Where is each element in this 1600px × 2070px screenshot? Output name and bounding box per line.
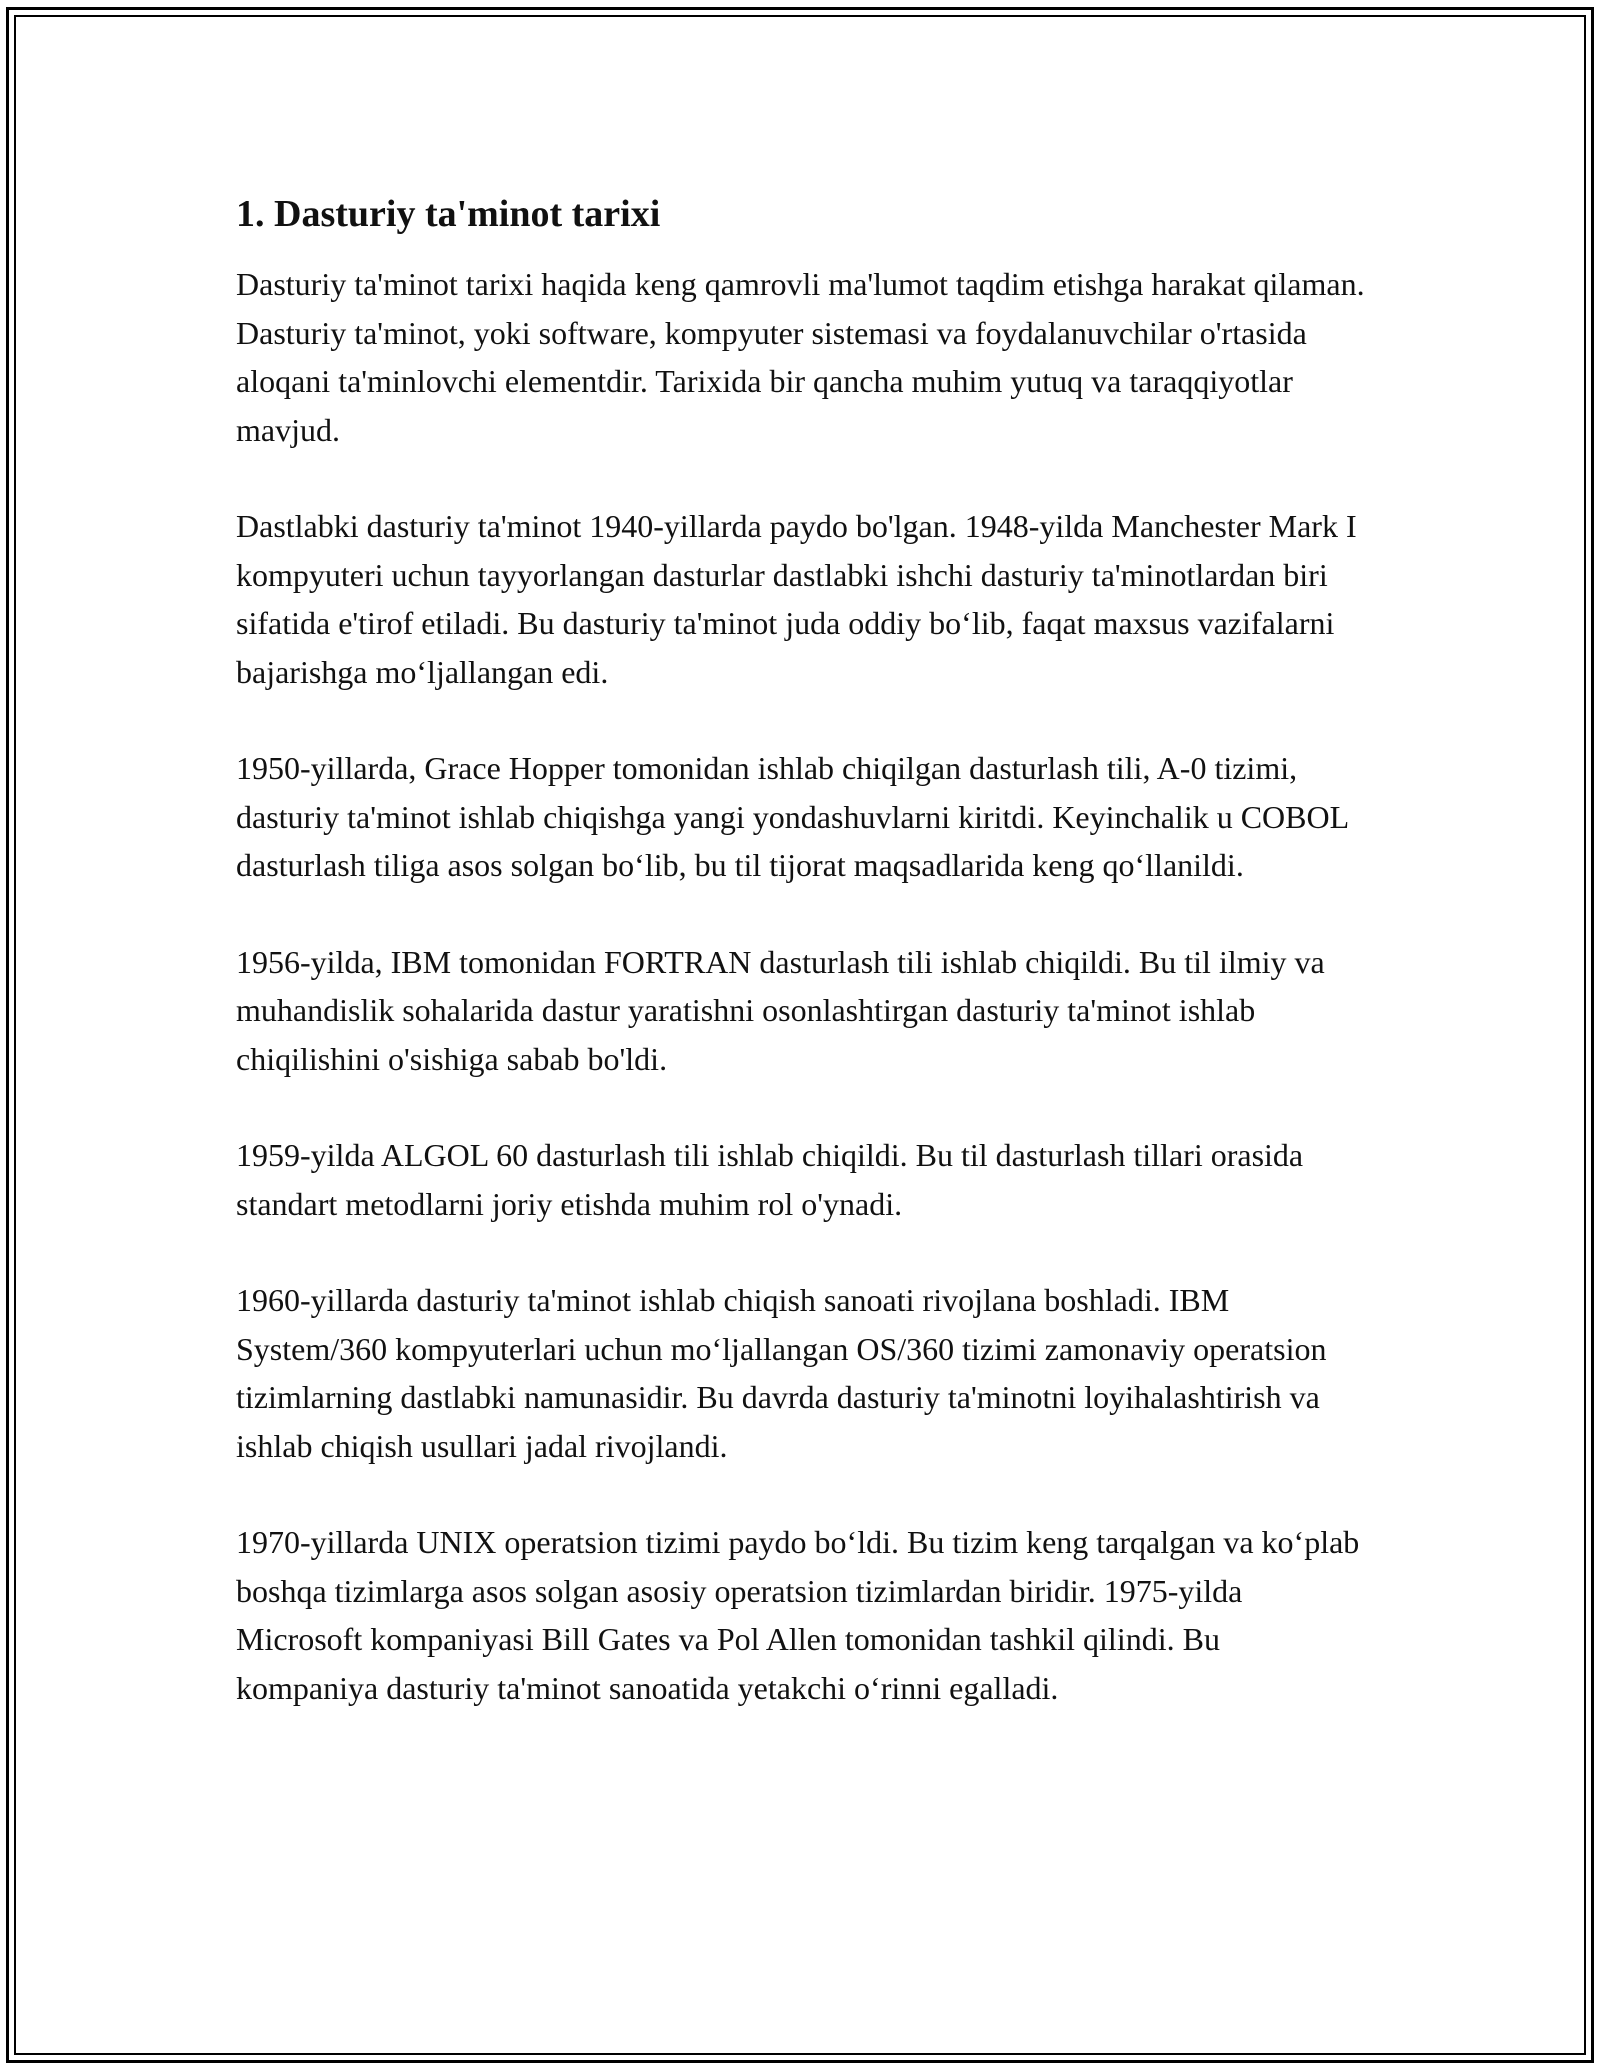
document-body <box>236 188 1366 1760</box>
paragraph-1950s: 1950-yillarda, Grace Hopper tomonidan ishlab chiqilgan dasturlash tili, A-0 tizimi, dasturiy ta'minot ishlab chiqishga yangi yondashuvlarni kiritdi. Keyinchalik u COBOL dasturlash tiliga asos solgan bo‘lib, bu til tijorat maqsadlarida keng qo‘llanildi. <box>236 750 1348 883</box>
section-heading: 1. Dasturiy ta'minot tarixi <box>236 193 661 235</box>
paragraph-1940s: Dastlabki dasturiy ta'minot 1940-yillarda paydo bo'lgan. 1948-yilda Manchester Mark I kompyuteri uchun tayyorlangan dasturlar dastlabki ishchi dasturiy ta'minotlardan biri sifatida e'tirof etiladi. Bu dasturiy ta'minot juda oddiy bo‘lib, faqat maxsus vazifalarni bajarishga mo‘ljallangan edi. <box>236 508 1357 690</box>
paragraph-1960s: 1960-yillarda dasturiy ta'minot ishlab chiqish sanoati rivojlana boshladi. IBM System/360 kompyuterlari uchun mo‘ljallangan OS/360 tizimi zamonaviy operatsion tizimlarning dastlabki namunasidir. Bu davrda dasturiy ta'minotni loyihalashtirish va ishlab chiqish usullari jadal rivojlandi. <box>236 1282 1327 1464</box>
paragraph-1959: 1959-yilda ALGOL 60 dasturlash tili ishlab chiqildi. Bu til dasturlash tillari orasida standart metodlarni joriy etishda muhim rol o'ynadi. <box>236 1137 1304 1222</box>
paragraph-intro: Dasturiy ta'minot tarixi haqida keng qamrovli ma'lumot taqdim etishga harakat qilaman. Dasturiy ta'minot, yoki software, kompyuter sistemasi va foydalanuvchilar o'rtasida aloqani ta'minlovchi elementdir. Tarixida bir qancha muhim yutuq va taraqqiyotlar mavjud. <box>236 266 1365 448</box>
paragraph-1970s: 1970-yillarda UNIX operatsion tizimi paydo bo‘ldi. Bu tizim keng tarqalgan va ko‘plab boshqa tizimlarga asos solgan asosiy operatsion tizimlardan biridir. 1975-yilda Microsoft kompaniyasi Bill Gates va Pol Allen tomonidan tashkil qilindi. Bu kompaniya dasturiy ta'minot sanoatida yetakchi o‘rinni egalladi. <box>236 1524 1360 1706</box>
paragraph-1956: 1956-yilda, IBM tomonidan FORTRAN dasturlash tili ishlab chiqildi. Bu til ilmiy va muhandislik sohalarida dastur yaratishni osonlashtirgan dasturiy ta'minot ishlab chiqilishini o'sishiga sabab bo'ldi. <box>236 943 1325 1077</box>
